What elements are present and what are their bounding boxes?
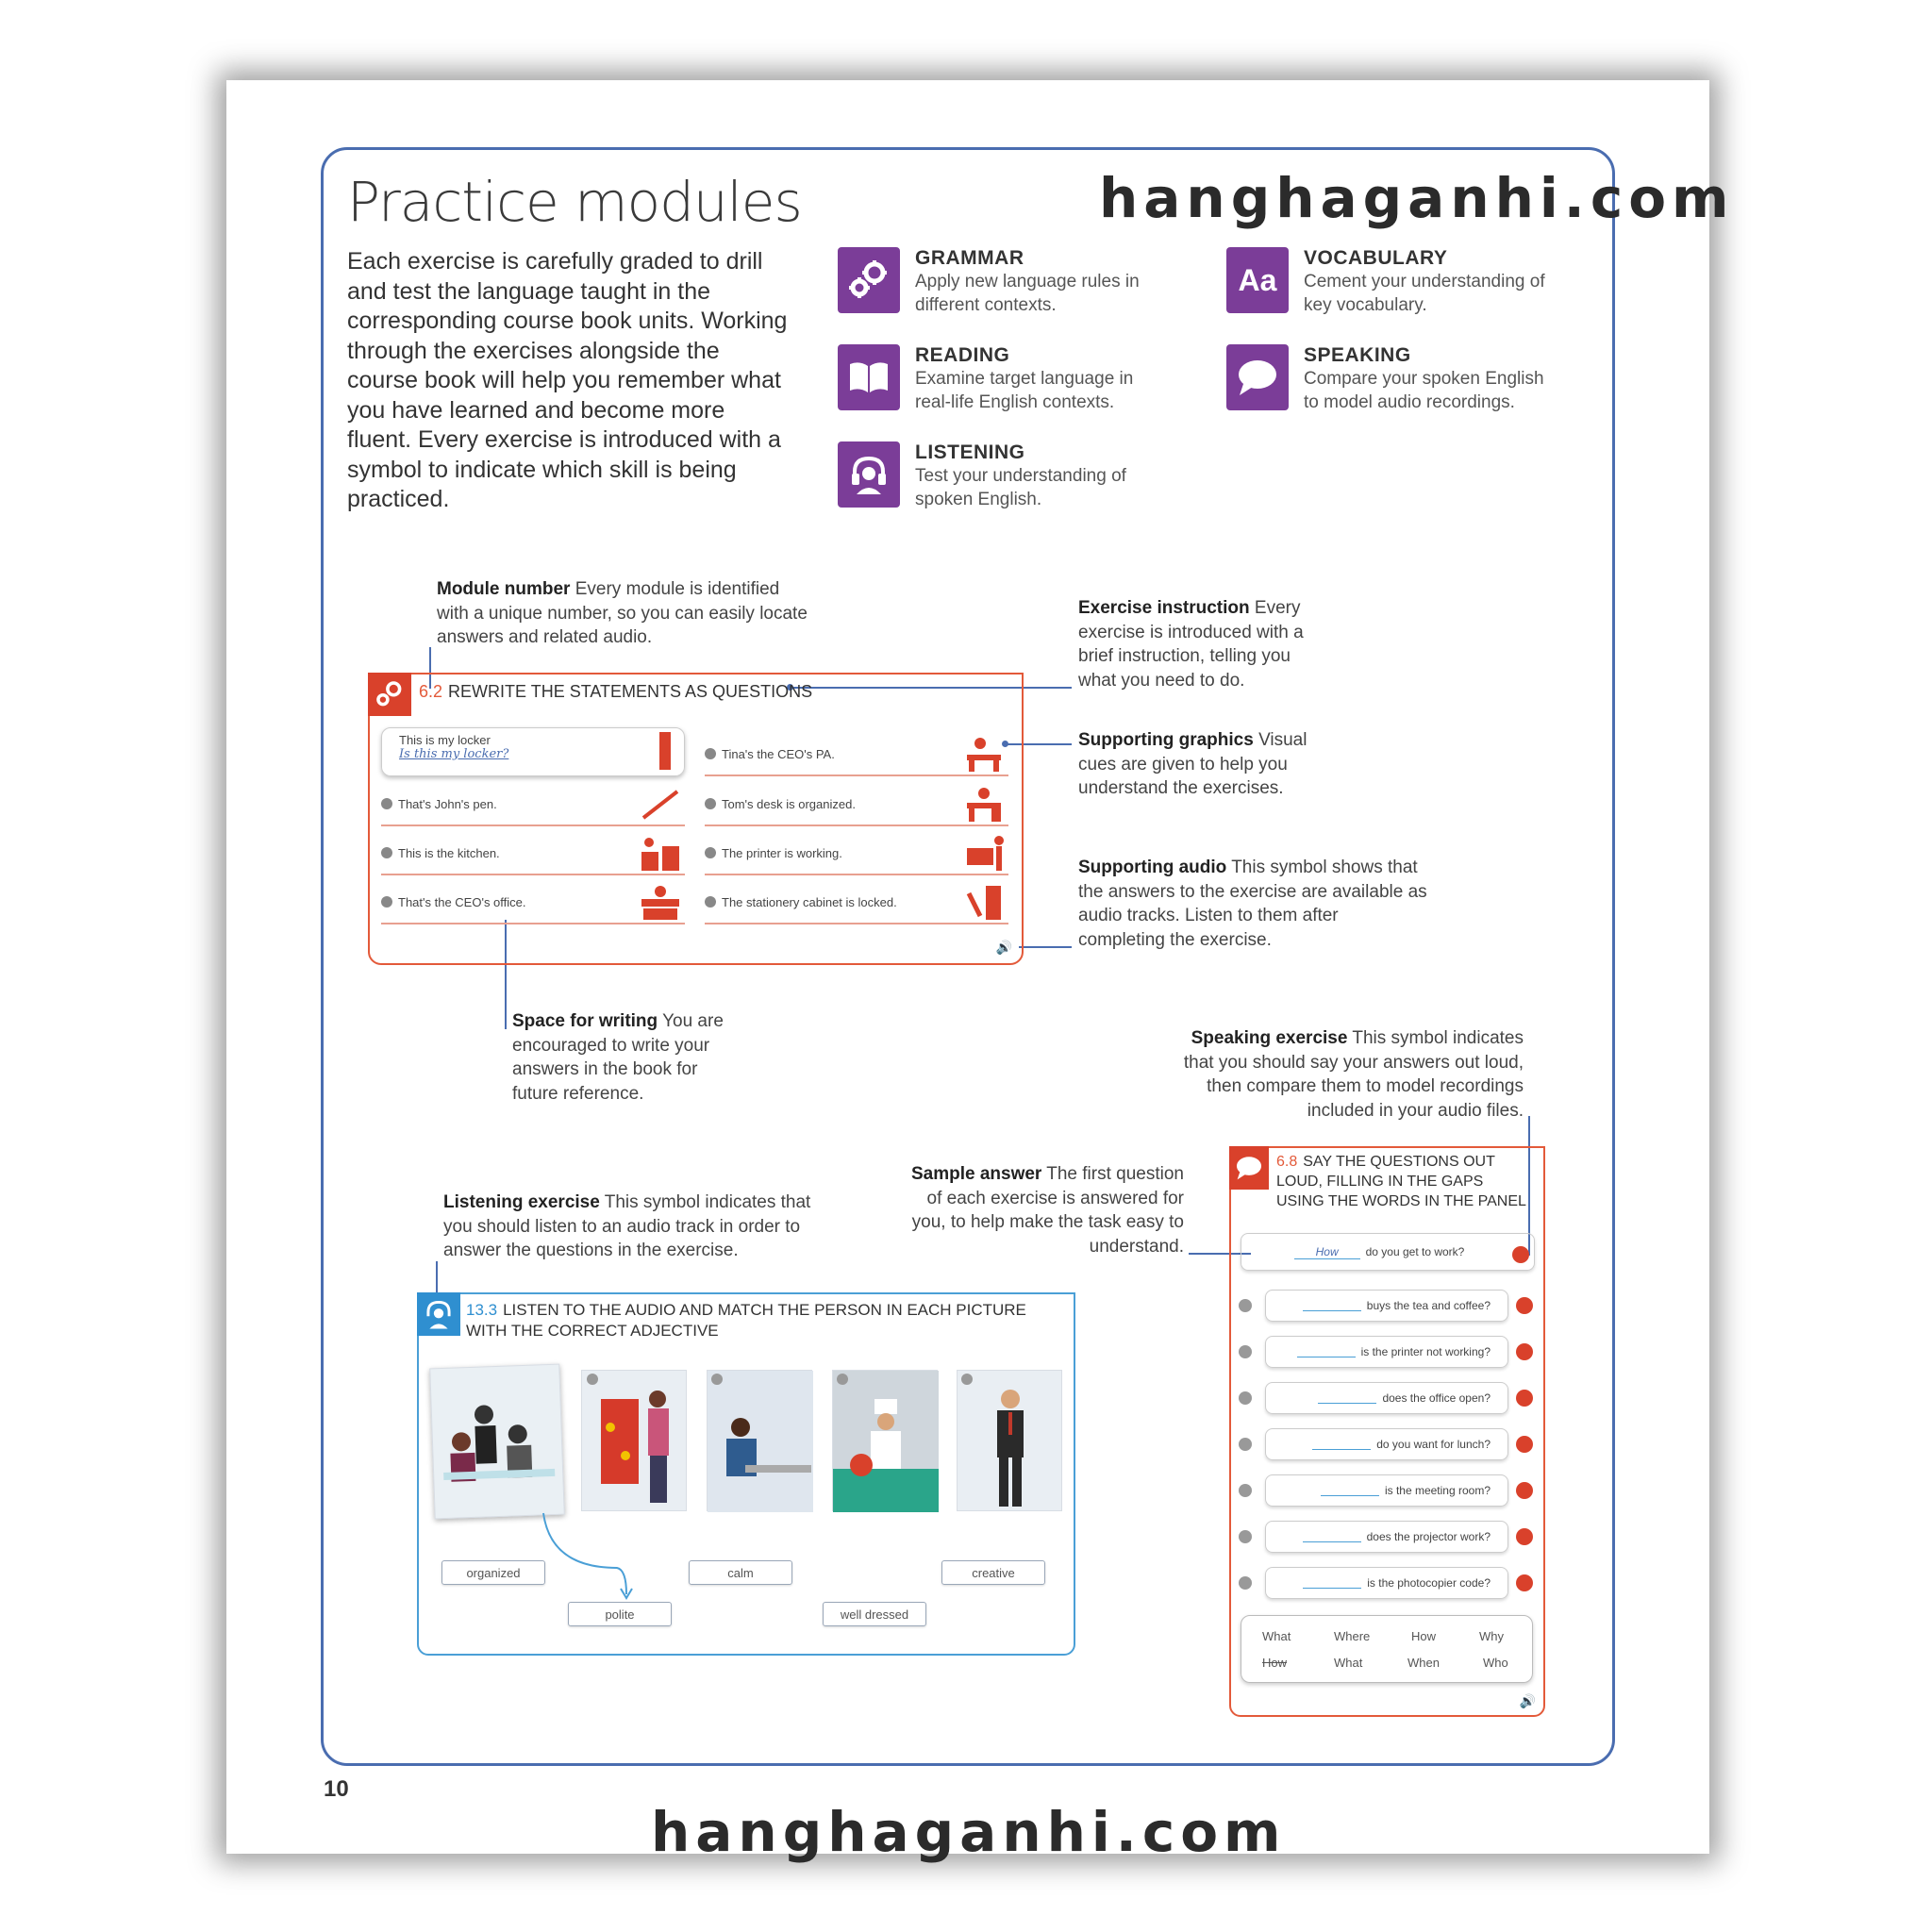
question-row[interactable]: buys the tea and coffee? xyxy=(1265,1290,1508,1322)
panel-word: When xyxy=(1407,1656,1440,1670)
cabinet-icon xyxy=(963,884,1005,920)
exercise-6-2 xyxy=(368,673,1024,965)
exercise-13-3 xyxy=(417,1292,1075,1656)
headphones-icon xyxy=(417,1292,460,1336)
speech-bubble-icon xyxy=(1229,1146,1269,1190)
speech-bubble-icon xyxy=(1226,344,1289,410)
page-number: 10 xyxy=(324,1776,349,1802)
number-bullet xyxy=(711,1374,723,1385)
adjective-chip[interactable]: polite xyxy=(568,1602,672,1626)
note-exercise-instruction xyxy=(1078,596,1333,692)
skill-speaking xyxy=(1226,344,1549,414)
mic-icon[interactable] xyxy=(1516,1482,1533,1499)
office-icon xyxy=(640,884,681,920)
match-arrow xyxy=(541,1511,636,1606)
panel-word-used: How xyxy=(1262,1656,1288,1670)
note-text: Visual cues are given to help you understand the exercises. xyxy=(1078,730,1307,798)
sample-rest: do you get to work? xyxy=(1365,1245,1465,1258)
note-sample-answer xyxy=(910,1162,1184,1258)
skill-desc: Cement your understanding of key vocabulary. xyxy=(1304,272,1545,315)
adjective-chip[interactable]: organized xyxy=(441,1560,545,1585)
leader-line xyxy=(1019,946,1072,948)
note-label: Listening exercise xyxy=(443,1192,600,1212)
exercise-row[interactable]: The stationery cabinet is locked. xyxy=(705,881,1008,924)
sample-statement: This is my locker xyxy=(399,733,491,747)
photo-businessman xyxy=(957,1370,1062,1511)
note-supporting-graphics xyxy=(1078,728,1333,801)
skill-reading xyxy=(838,344,1160,414)
question-row[interactable]: is the printer not working? xyxy=(1265,1336,1508,1368)
sample-answer: Is this my locker? xyxy=(399,747,509,761)
note-text: Every exercise is introduced with a brief instruction, telling you what you need to do. xyxy=(1078,598,1304,691)
note-label: Supporting graphics xyxy=(1078,730,1254,750)
photo-office-worker xyxy=(707,1370,812,1511)
panel-word: What xyxy=(1262,1629,1291,1643)
note-text: This symbol indicates that you should listen to an audio track in order to answer the questions in the exercise. xyxy=(443,1192,811,1260)
note-listening-exercise xyxy=(443,1191,840,1263)
speaker-icon[interactable]: 🔊 xyxy=(1519,1693,1536,1708)
sample-answer-box xyxy=(381,727,685,776)
book-icon xyxy=(838,344,900,410)
panel-word: What xyxy=(1334,1656,1363,1670)
pen-icon xyxy=(640,786,681,822)
adjective-chip[interactable]: calm xyxy=(689,1560,792,1585)
gears-icon xyxy=(368,673,411,716)
intro-paragraph: Each exercise is carefully graded to drill and test the language taught in the corresponding course book units. Working through the exercises alongside the course book will help you remember what you have learned and become more fluent. Every exercise is introduced with a symbol to indicate which skill is being practiced. xyxy=(347,248,788,512)
photo-chef xyxy=(832,1370,938,1511)
mic-icon[interactable] xyxy=(1516,1343,1533,1360)
watermark-bottom: hanghaganhi.com xyxy=(651,1800,1287,1864)
mic-icon[interactable] xyxy=(1516,1390,1533,1407)
exercise-header xyxy=(466,1300,1026,1341)
exercise-header xyxy=(1276,1152,1526,1211)
note-speaking-exercise xyxy=(1170,1026,1524,1123)
desk-icon xyxy=(963,786,1005,822)
exercise-instruction: USING THE WORDS IN THE PANEL xyxy=(1276,1193,1526,1209)
watermark-top: hanghaganhi.com xyxy=(1099,166,1735,230)
note-text: The first question of each exercise is answered for you, to help make the task easy to understand. xyxy=(911,1164,1184,1257)
note-text: Every module is identified with a unique number, so you can easily locate answers and related audio. xyxy=(437,579,808,647)
exercise-row[interactable]: Tom's desk is organized. xyxy=(705,783,1008,826)
adjective-chip[interactable]: creative xyxy=(941,1560,1045,1585)
note-text: This symbol shows that the answers to the exercise are available as audio tracks. Listen to them after completing the exercise. xyxy=(1078,858,1427,950)
panel-word: Who xyxy=(1483,1656,1508,1670)
skill-title: SPEAKING xyxy=(1304,344,1411,366)
exercise-number: 6.2 xyxy=(419,682,443,701)
note-module-number xyxy=(437,577,814,650)
skill-desc: Apply new language rules in different contexts. xyxy=(915,272,1140,315)
question-row[interactable]: do you want for lunch? xyxy=(1265,1428,1508,1460)
note-text: This symbol indicates that you should say your answers out loud, then compare them to model recordings included in your audio files. xyxy=(1183,1028,1524,1121)
skill-desc: Compare your spoken English to model audio recordings. xyxy=(1304,369,1544,412)
mic-icon[interactable] xyxy=(1516,1528,1533,1545)
gears-icon xyxy=(838,247,900,313)
aa-icon: Aa xyxy=(1226,247,1289,313)
mic-icon[interactable] xyxy=(1516,1297,1533,1314)
mic-icon[interactable] xyxy=(1512,1246,1529,1263)
headphones-icon xyxy=(838,441,900,508)
skill-listening xyxy=(838,441,1160,511)
skill-desc: Test your understanding of spoken English. xyxy=(915,466,1126,509)
exercise-row[interactable]: Tina's the CEO's PA. xyxy=(705,733,1008,776)
locker-icon xyxy=(659,732,671,770)
desk-person-icon xyxy=(963,736,1005,772)
skill-title: GRAMMAR xyxy=(915,247,1024,269)
question-row[interactable]: does the office open? xyxy=(1265,1382,1508,1414)
note-label: Speaking exercise xyxy=(1191,1028,1348,1048)
exercise-instruction: WITH THE CORRECT ADJECTIVE xyxy=(466,1322,719,1340)
word-panel xyxy=(1241,1615,1533,1683)
page-title: Practice modules xyxy=(347,170,802,234)
adjective-chip[interactable]: well dressed xyxy=(823,1602,926,1626)
note-label: Exercise instruction xyxy=(1078,598,1250,618)
exercise-row[interactable]: That's John's pen. xyxy=(381,783,685,826)
note-label: Space for writing xyxy=(512,1011,658,1031)
note-label: Module number xyxy=(437,579,571,599)
sample-word: How xyxy=(1294,1245,1360,1259)
exercise-row[interactable]: This is the kitchen. xyxy=(381,832,685,875)
exercise-instruction: LOUD, FILLING IN THE GAPS xyxy=(1276,1174,1484,1190)
note-label: Supporting audio xyxy=(1078,858,1227,877)
kitchen-icon xyxy=(640,835,681,871)
question-row[interactable]: is the photocopier code? xyxy=(1265,1567,1508,1599)
question-row[interactable]: does the projector work? xyxy=(1265,1521,1508,1553)
note-supporting-audio xyxy=(1078,856,1427,952)
sample-question xyxy=(1241,1233,1535,1271)
exercise-row[interactable]: The printer is working. xyxy=(705,832,1008,875)
panel-word: Where xyxy=(1334,1629,1371,1643)
photo-designer xyxy=(581,1370,687,1511)
exercise-instruction: SAY THE QUESTIONS OUT xyxy=(1303,1154,1495,1170)
number-bullet xyxy=(837,1374,848,1385)
note-text: You are encouraged to write your answers in the book for future reference. xyxy=(512,1011,724,1104)
note-space-for-writing xyxy=(512,1009,748,1106)
exercise-instruction: LISTEN TO THE AUDIO AND MATCH THE PERSON IN EACH PICTURE xyxy=(503,1301,1026,1319)
speaker-icon[interactable]: 🔊 xyxy=(995,940,1012,955)
exercise-number: 13.3 xyxy=(466,1301,498,1319)
skill-title: VOCABULARY xyxy=(1304,247,1448,269)
exercise-6-8 xyxy=(1229,1146,1545,1717)
skill-title: READING xyxy=(915,344,1010,366)
number-bullet xyxy=(587,1374,598,1385)
exercise-number: 6.8 xyxy=(1276,1154,1298,1170)
printer-icon xyxy=(963,835,1005,871)
number-bullet xyxy=(961,1374,973,1385)
note-label: Sample answer xyxy=(910,1164,1042,1184)
exercise-instruction: REWRITE THE STATEMENTS AS QUESTIONS xyxy=(448,682,813,701)
exercise-header xyxy=(419,682,812,702)
mic-icon[interactable] xyxy=(1516,1574,1533,1591)
panel-word: How xyxy=(1411,1629,1437,1643)
panel-word: Why xyxy=(1479,1629,1504,1643)
skill-grammar xyxy=(838,247,1160,317)
skill-vocabulary xyxy=(1226,247,1549,317)
mic-icon[interactable] xyxy=(1516,1436,1533,1453)
skill-desc: Examine target language in real-life English contexts. xyxy=(915,369,1134,412)
question-row[interactable]: is the meeting room? xyxy=(1265,1474,1508,1507)
exercise-row[interactable]: That's the CEO's office. xyxy=(381,881,685,924)
skill-title: LISTENING xyxy=(915,441,1025,463)
sample-photo xyxy=(429,1364,564,1520)
